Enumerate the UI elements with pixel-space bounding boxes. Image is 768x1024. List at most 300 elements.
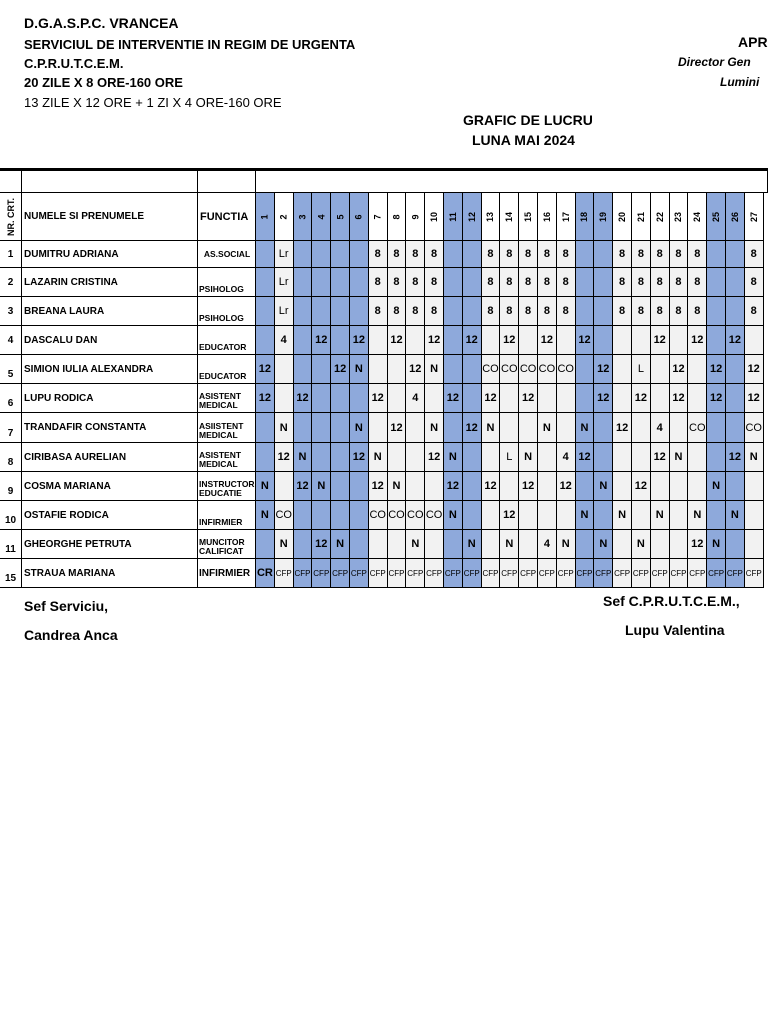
schedule-cell: 8 (557, 241, 576, 268)
schedule-cell: 12 (331, 355, 350, 384)
schedule-cell (613, 472, 632, 501)
schedule-cell: 12 (444, 384, 463, 413)
schedule-cell: N (613, 501, 632, 530)
schedule-cell: CO (275, 501, 294, 530)
schedule-cell: 12 (538, 326, 557, 355)
schedule-cell: 12 (726, 443, 745, 472)
schedule-cell (331, 326, 350, 355)
schedule-cell: CFP (369, 559, 388, 588)
schedule-cell: CO (388, 501, 407, 530)
schedule-cell (294, 326, 313, 355)
schedule-cell: N (651, 501, 670, 530)
employee-name: TRANDAFIR CONSTANTA (22, 413, 198, 443)
schedule-cell (576, 472, 595, 501)
schedule-cell: 4 (275, 326, 294, 355)
schedule-cell (613, 326, 632, 355)
day-number: 19 (598, 211, 609, 222)
schedule-cell: N (350, 413, 369, 443)
schedule-cell (331, 297, 350, 326)
header-spacer (22, 171, 198, 193)
schedule-cell (312, 241, 331, 268)
day-number: 13 (485, 211, 496, 222)
schedule-cell: N (500, 530, 519, 559)
schedule-cell: 12 (594, 384, 613, 413)
schedule-cell: 8 (482, 241, 501, 268)
schedule-cell (594, 413, 613, 443)
schedule-cell (707, 241, 726, 268)
schedule-cell: 8 (670, 241, 689, 268)
schedule-cell (500, 413, 519, 443)
schedule-cell: 12 (388, 413, 407, 443)
day-header (519, 193, 538, 241)
schedule-cell: 12 (726, 326, 745, 355)
schedule-cell (312, 355, 331, 384)
schedule-cell (519, 413, 538, 443)
schedule-cell (594, 443, 613, 472)
day-header (294, 193, 313, 241)
schedule-cell: 12 (519, 472, 538, 501)
day-number: 16 (541, 211, 552, 222)
schedule-cell (726, 384, 745, 413)
employee-name: DASCALU DAN (22, 326, 198, 355)
day-header (500, 193, 519, 241)
schedule-cell: 12 (632, 472, 651, 501)
schedule-cell: 8 (388, 297, 407, 326)
schedule-cell (463, 384, 482, 413)
column-header-function: FUNCTIA (198, 193, 256, 241)
header-spacer (256, 171, 768, 193)
schedule-cell (632, 413, 651, 443)
schedule-cell: CFP (294, 559, 313, 588)
org-name: D.G.A.S.P.C. VRANCEA (24, 15, 179, 31)
schedule-cell: 8 (688, 268, 707, 297)
employee-name: DUMITRU ADRIANA (22, 241, 198, 268)
schedule-cell: CFP (463, 559, 482, 588)
schedule-cell (594, 241, 613, 268)
schedule-cell: 12 (294, 384, 313, 413)
schedule-cell (538, 472, 557, 501)
schedule-cell (256, 530, 275, 559)
schedule-cell (444, 413, 463, 443)
schedule-cell: 8 (651, 297, 670, 326)
unit-name: C.P.R.U.T.C.E.M. (24, 56, 124, 71)
day-header (651, 193, 670, 241)
schedule-cell (670, 413, 689, 443)
schedule-cell (406, 326, 425, 355)
row-number: 2 (0, 268, 22, 297)
row-number: 8 (0, 443, 22, 472)
schedule-cell: 12 (312, 530, 331, 559)
day-number: 7 (372, 213, 383, 220)
schedule-cell (388, 530, 407, 559)
schedule-cell (463, 297, 482, 326)
day-number: 12 (466, 211, 477, 222)
schedule-cell: N (425, 413, 444, 443)
schedule-cell: Lr (275, 241, 294, 268)
row-number: 15 (0, 559, 22, 588)
schedule-cell: N (576, 501, 595, 530)
schedule-cell: 12 (745, 384, 764, 413)
schedule-cell: CFP (331, 559, 350, 588)
schedule-cell (294, 413, 313, 443)
day-number: 6 (353, 213, 364, 220)
schedule-cell: 12 (500, 326, 519, 355)
schedule-cell (688, 443, 707, 472)
schedule-cell (350, 501, 369, 530)
employee-name: LUPU RODICA (22, 384, 198, 413)
schedule-cell: 8 (519, 297, 538, 326)
schedule-cell: 8 (425, 297, 444, 326)
schedule-cell: N (519, 443, 538, 472)
schedule-cell: CFP (350, 559, 369, 588)
schedule-cell: N (538, 413, 557, 443)
schedule-cell: 8 (745, 297, 764, 326)
schedule-cell: 8 (369, 297, 388, 326)
schedule-cell: 12 (425, 326, 444, 355)
schedule-cell: 12 (707, 355, 726, 384)
schedule-cell: CFP (406, 559, 425, 588)
day-header (444, 193, 463, 241)
schedule-cell: 12 (557, 472, 576, 501)
schedule-cell: 8 (406, 268, 425, 297)
schedule-cell (369, 413, 388, 443)
schedule-cell (594, 501, 613, 530)
schedule-cell: CFP (275, 559, 294, 588)
schedule-cell (726, 530, 745, 559)
schedule-cell (707, 268, 726, 297)
schedule-cell: 12 (463, 326, 482, 355)
schedule-cell: CFP (425, 559, 444, 588)
schedule-cell (557, 413, 576, 443)
schedule-cell (632, 443, 651, 472)
schedule-cell (707, 443, 726, 472)
schedule-cell (688, 355, 707, 384)
schedule-cell (369, 530, 388, 559)
schedule-cell (538, 501, 557, 530)
day-number: 1 (259, 213, 270, 220)
schedule-cell: N (557, 530, 576, 559)
schedule-cell (576, 297, 595, 326)
schedule-cell (294, 268, 313, 297)
schedule-cell (538, 384, 557, 413)
schedule-cell: N (707, 530, 726, 559)
schedule-cell (294, 501, 313, 530)
schedule-cell: 12 (350, 443, 369, 472)
employee-function: EDUCATOR (198, 326, 256, 355)
schedule-cell (670, 530, 689, 559)
schedule-cell: CFP (388, 559, 407, 588)
schedule-cell: N (425, 355, 444, 384)
schedule-cell (406, 443, 425, 472)
schedule-cell: 8 (670, 297, 689, 326)
schedule-cell (256, 241, 275, 268)
schedule-cell: N (594, 472, 613, 501)
column-header-nr-text: NR. CRT. (5, 197, 16, 236)
schedule-cell: CFP (745, 559, 764, 588)
left-signature-title: Sef Serviciu, (24, 598, 109, 614)
schedule-cell: CO (425, 501, 444, 530)
day-header (406, 193, 425, 241)
schedule-cell (425, 472, 444, 501)
schedule-cell (726, 297, 745, 326)
row-number: 6 (0, 384, 22, 413)
schedule-cell: 12 (256, 355, 275, 384)
schedule-cell: 8 (482, 297, 501, 326)
schedule-cell (613, 384, 632, 413)
schedule-cell: N (256, 472, 275, 501)
schedule-cell: N (388, 472, 407, 501)
schedule-cell: 8 (651, 241, 670, 268)
row-number: 11 (0, 530, 22, 559)
day-header (745, 193, 764, 241)
schedule-cell: CFP (444, 559, 463, 588)
schedule-cell (726, 355, 745, 384)
schedule-cell: CO (500, 355, 519, 384)
schedule-cell: CO (519, 355, 538, 384)
employee-function: ASISTENT MEDICAL (198, 443, 256, 472)
day-header (670, 193, 689, 241)
schedule-cell (463, 241, 482, 268)
schedule-cell (651, 355, 670, 384)
schedule-cell (425, 530, 444, 559)
schedule-cell: 8 (632, 268, 651, 297)
schedule-cell (294, 355, 313, 384)
schedule-cell (613, 443, 632, 472)
schedule-cell (519, 326, 538, 355)
schedule-cell: N (331, 530, 350, 559)
schedule-cell (444, 326, 463, 355)
schedule-cell: 12 (406, 355, 425, 384)
header-spacer (198, 171, 256, 193)
schedule-cell (350, 268, 369, 297)
schedule-cell (444, 241, 463, 268)
schedule-cell: N (275, 530, 294, 559)
schedule-cell (482, 530, 501, 559)
schedule-cell: CFP (576, 559, 595, 588)
left-signature-name: Candrea Anca (24, 627, 118, 643)
schedule-cell (350, 384, 369, 413)
schedule-cell: N (594, 530, 613, 559)
schedule-cell (425, 384, 444, 413)
employee-name: COSMA MARIANA (22, 472, 198, 501)
employee-function: INFIRMIER (198, 501, 256, 530)
employee-name: STRAUA MARIANA (22, 559, 198, 588)
schedule-cell: CFP (500, 559, 519, 588)
day-header (482, 193, 501, 241)
schedule-cell: N (482, 413, 501, 443)
schedule-cell (294, 530, 313, 559)
day-number: 10 (429, 211, 440, 222)
day-number: 2 (278, 213, 289, 220)
schedule-cell (670, 326, 689, 355)
schedule-cell (331, 268, 350, 297)
schedule-cell: 12 (350, 326, 369, 355)
schedule-cell: 4 (538, 530, 557, 559)
column-header-nr (0, 193, 22, 241)
day-header (275, 193, 294, 241)
day-header (369, 193, 388, 241)
schedule-cell: 8 (425, 241, 444, 268)
employee-function: AS.SOCIAL (198, 241, 256, 268)
schedule-cell (275, 355, 294, 384)
employee-function: ASISTENT MEDICAL (198, 384, 256, 413)
schedule-cell (444, 530, 463, 559)
schedule-cell: 8 (613, 268, 632, 297)
schedule-line-1: 20 ZILE X 8 ORE-160 ORE (24, 75, 183, 90)
schedule-cell (331, 472, 350, 501)
schedule-cell: 12 (688, 326, 707, 355)
schedule-cell: CO (557, 355, 576, 384)
schedule-cell (275, 384, 294, 413)
director-name: Lumini (720, 75, 760, 89)
schedule-cell (444, 297, 463, 326)
schedule-cell: CO (369, 501, 388, 530)
schedule-cell (576, 384, 595, 413)
schedule-cell (463, 443, 482, 472)
day-number: 20 (617, 211, 628, 222)
schedule-cell: 8 (538, 268, 557, 297)
schedule-cell: 8 (500, 297, 519, 326)
schedule-cell: 12 (670, 355, 689, 384)
schedule-cell (350, 297, 369, 326)
schedule-cell: 8 (688, 241, 707, 268)
day-number: 3 (297, 213, 308, 220)
schedule-cell (331, 443, 350, 472)
schedule-cell: CO (482, 355, 501, 384)
schedule-cell (707, 501, 726, 530)
schedule-cell (388, 355, 407, 384)
schedule-cell: CO (406, 501, 425, 530)
schedule-cell (312, 501, 331, 530)
schedule-cell (613, 355, 632, 384)
row-number: 5 (0, 355, 22, 384)
schedule-cell (745, 501, 764, 530)
row-number: 1 (0, 241, 22, 268)
schedule-cell (312, 384, 331, 413)
schedule-cell: 8 (557, 268, 576, 297)
day-header (350, 193, 369, 241)
schedule-cell: 12 (688, 530, 707, 559)
schedule-cell: N (294, 443, 313, 472)
schedule-cell (726, 268, 745, 297)
schedule-cell: CR (256, 559, 275, 588)
schedule-cell (576, 268, 595, 297)
schedule-cell (312, 443, 331, 472)
employee-function: MUNCITOR CALIFICAT (198, 530, 256, 559)
schedule-cell (688, 384, 707, 413)
schedule-cell: 8 (651, 268, 670, 297)
schedule-cell (463, 472, 482, 501)
schedule-cell: 12 (369, 472, 388, 501)
schedule-cell: 8 (482, 268, 501, 297)
schedule-cell: 8 (425, 268, 444, 297)
schedule-cell (312, 297, 331, 326)
schedule-cell: N (688, 501, 707, 530)
schedule-cell: 8 (632, 297, 651, 326)
schedule-cell (369, 355, 388, 384)
schedule-cell: 4 (406, 384, 425, 413)
right-signature-title: Sef C.P.R.U.T.C.E.M., (603, 593, 740, 609)
employee-name: LAZARIN CRISTINA (22, 268, 198, 297)
schedule-cell: 8 (670, 268, 689, 297)
employee-name: SIMION IULIA ALEXANDRA (22, 355, 198, 384)
schedule-cell (463, 355, 482, 384)
schedule-cell (256, 268, 275, 297)
day-number: 26 (729, 211, 740, 222)
row-number: 10 (0, 501, 22, 530)
employee-name: OSTAFIE RODICA (22, 501, 198, 530)
schedule-cell: 12 (425, 443, 444, 472)
schedule-line-2: 13 ZILE X 12 ORE + 1 ZI X 4 ORE-160 ORE (24, 95, 282, 110)
schedule-cell: 8 (538, 241, 557, 268)
column-header-name: NUMELE SI PRENUMELE (22, 193, 198, 241)
schedule-cell: 8 (745, 268, 764, 297)
schedule-cell (406, 413, 425, 443)
header-spacer (0, 171, 22, 193)
schedule-cell: CFP (538, 559, 557, 588)
schedule-cell (350, 530, 369, 559)
schedule-cell (444, 355, 463, 384)
schedule-cell (726, 241, 745, 268)
director-label: Director Gen (678, 55, 751, 69)
schedule-cell (688, 472, 707, 501)
employee-name: CIRIBASA AURELIAN (22, 443, 198, 472)
schedule-cell (707, 413, 726, 443)
schedule-cell: CFP (688, 559, 707, 588)
day-number: 4 (316, 213, 327, 220)
schedule-cell (651, 472, 670, 501)
schedule-cell: 8 (519, 241, 538, 268)
schedule-cell: N (350, 355, 369, 384)
schedule-cell (331, 384, 350, 413)
schedule-cell: 12 (256, 384, 275, 413)
schedule-cell: 12 (463, 413, 482, 443)
day-header (707, 193, 726, 241)
schedule-cell: CFP (707, 559, 726, 588)
schedule-cell (632, 326, 651, 355)
schedule-cell: 8 (688, 297, 707, 326)
employee-function: PSIHOLOG (198, 297, 256, 326)
schedule-cell (519, 530, 538, 559)
schedule-cell: 12 (388, 326, 407, 355)
day-number: 27 (748, 211, 759, 222)
schedule-cell (576, 355, 595, 384)
schedule-cell: CFP (651, 559, 670, 588)
day-header (538, 193, 557, 241)
schedule-cell (350, 472, 369, 501)
schedule-cell: 8 (632, 241, 651, 268)
schedule-cell: CFP (632, 559, 651, 588)
schedule-cell (500, 384, 519, 413)
schedule-cell: 8 (557, 297, 576, 326)
schedule-cell: Lr (275, 297, 294, 326)
service-name: SERVICIUL DE INTERVENTIE IN REGIM DE URGENTA (24, 37, 356, 52)
schedule-cell: 8 (406, 297, 425, 326)
schedule-cell: CFP (670, 559, 689, 588)
schedule-cell (651, 384, 670, 413)
schedule-cell: 8 (519, 268, 538, 297)
schedule-cell (500, 472, 519, 501)
schedule-cell (707, 297, 726, 326)
schedule-cell (651, 530, 670, 559)
day-header (256, 193, 275, 241)
schedule-cell: N (632, 530, 651, 559)
day-number: 8 (391, 213, 402, 220)
schedule-cell: 8 (500, 268, 519, 297)
schedule-cell: N (576, 413, 595, 443)
day-header (388, 193, 407, 241)
schedule-cell: CFP (312, 559, 331, 588)
